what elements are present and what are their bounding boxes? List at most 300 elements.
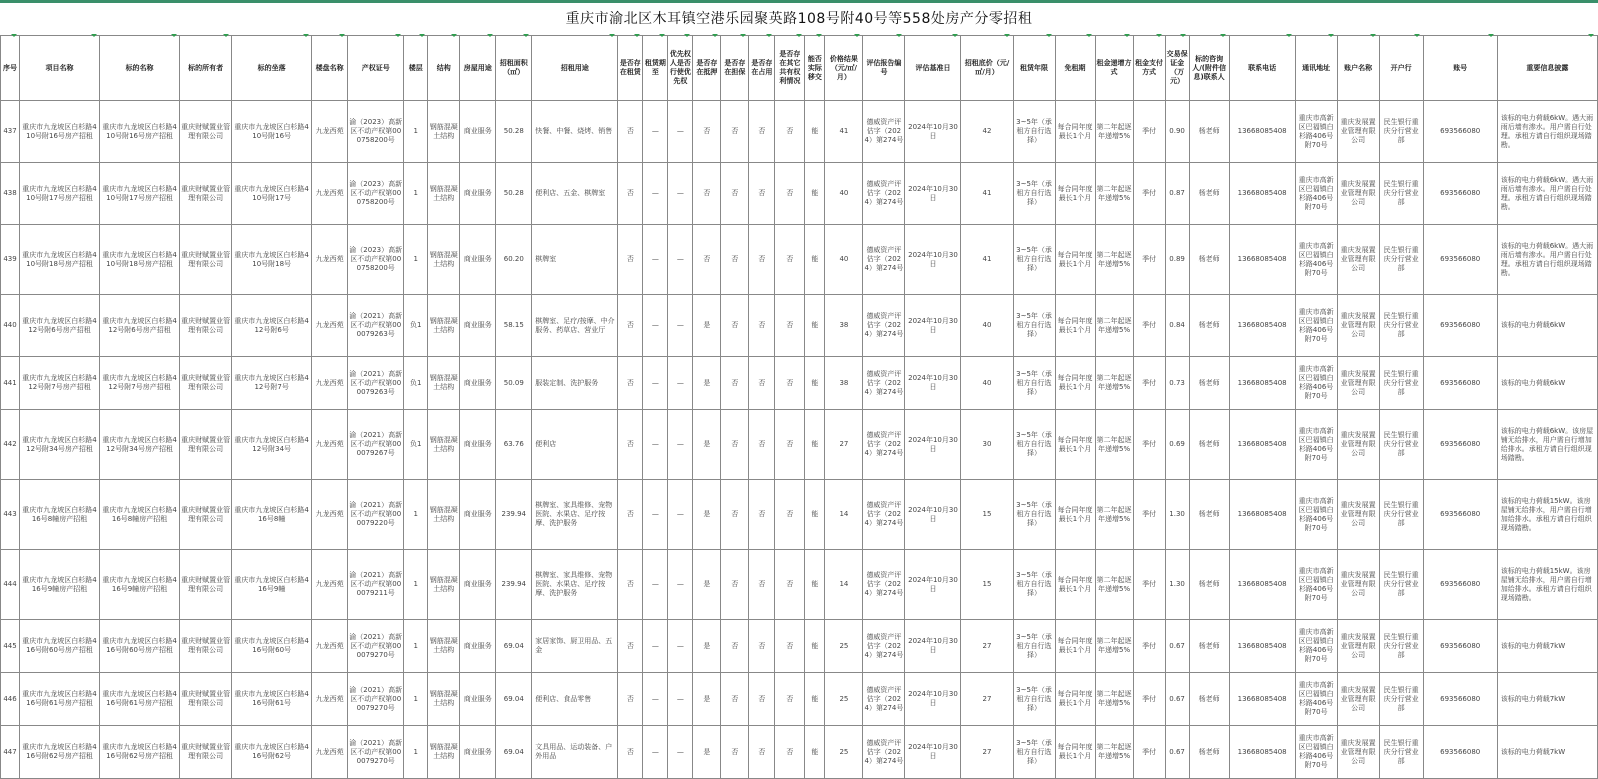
table-cell[interactable]: 重庆市九龙坡区白杉路412号附34号房产招租 xyxy=(100,410,180,480)
table-cell[interactable]: 快餐、中餐、烧烤、销售 xyxy=(532,101,618,163)
table-cell[interactable]: 38 xyxy=(825,295,863,357)
table-cell[interactable]: 否 xyxy=(775,726,805,779)
table-cell[interactable]: — xyxy=(668,163,693,225)
table-cell[interactable]: 重庆市九龙坡区白杉路416号附61号房产招租 xyxy=(100,673,180,726)
table-cell[interactable]: 季付 xyxy=(1133,225,1165,295)
table-cell[interactable]: 1.30 xyxy=(1165,480,1189,550)
table-cell[interactable]: 每合同年度最长1个月 xyxy=(1055,163,1095,225)
table-cell[interactable]: 杨老师 xyxy=(1189,550,1229,620)
table-cell[interactable]: 季付 xyxy=(1133,163,1165,225)
table-cell[interactable]: 1 xyxy=(404,101,428,163)
table-cell[interactable]: 第二年起逐年递增5% xyxy=(1095,480,1133,550)
table-cell[interactable]: 重庆市高新区巴福镇白杉路406号附70号 xyxy=(1295,225,1337,295)
table-cell[interactable]: 重庆发展置业管理有限公司 xyxy=(1337,673,1379,726)
table-cell[interactable]: 第二年起逐年递增5% xyxy=(1095,726,1133,779)
table-cell[interactable]: 50.28 xyxy=(496,163,532,225)
table-cell[interactable]: — xyxy=(643,410,668,480)
table-cell[interactable]: — xyxy=(643,357,668,410)
filter-marker-icon[interactable] xyxy=(339,34,345,37)
table-cell[interactable]: 商业服务 xyxy=(460,163,496,225)
table-cell[interactable]: 2024年10月30日 xyxy=(905,410,961,480)
table-cell[interactable]: 钢筋混凝土结构 xyxy=(428,620,460,673)
table-cell[interactable]: 3~5年（承租方自行选择） xyxy=(1013,225,1055,295)
table-cell[interactable]: 民生银行重庆分行营业部 xyxy=(1379,225,1423,295)
table-cell[interactable]: 渝（2021）高新区不动产权第000079270号 xyxy=(348,620,404,673)
table-cell[interactable]: — xyxy=(643,673,668,726)
table-cell[interactable]: 2024年10月30日 xyxy=(905,726,961,779)
table-cell[interactable]: 否 xyxy=(693,163,721,225)
table-cell[interactable]: 第二年起逐年递增5% xyxy=(1095,357,1133,410)
table-cell[interactable]: 0.87 xyxy=(1165,163,1189,225)
table-cell[interactable]: 能 xyxy=(805,726,825,779)
table-cell[interactable]: 3~5年（承租方自行选择） xyxy=(1013,550,1055,620)
table-cell[interactable]: 否 xyxy=(775,101,805,163)
table-cell[interactable]: 否 xyxy=(749,357,775,410)
table-cell[interactable]: 0.84 xyxy=(1165,295,1189,357)
table-cell[interactable]: 40 xyxy=(961,295,1013,357)
table-cell[interactable]: 否 xyxy=(721,295,749,357)
table-cell[interactable]: 九龙西苑 xyxy=(312,225,348,295)
table-cell[interactable]: 447 xyxy=(1,726,20,779)
table-cell[interactable]: 446 xyxy=(1,673,20,726)
table-cell[interactable]: — xyxy=(668,726,693,779)
table-cell[interactable]: 25 xyxy=(825,726,863,779)
table-cell[interactable]: 13668085408 xyxy=(1229,163,1295,225)
table-cell[interactable]: 否 xyxy=(775,295,805,357)
table-cell[interactable]: 九龙西苑 xyxy=(312,295,348,357)
table-cell[interactable]: 440 xyxy=(1,295,20,357)
table-cell[interactable]: 1 xyxy=(404,225,428,295)
table-cell[interactable]: 41 xyxy=(961,163,1013,225)
table-cell[interactable]: 0.69 xyxy=(1165,410,1189,480)
table-cell[interactable]: 重庆市九龙坡区白杉路412号附34号房产招租 xyxy=(20,410,100,480)
table-cell[interactable]: 重庆市九龙坡区白杉路412号附34号 xyxy=(232,410,312,480)
table-cell[interactable]: 0.67 xyxy=(1165,673,1189,726)
table-cell[interactable]: 重庆市九龙坡区白杉路410号附17号 xyxy=(232,163,312,225)
table-cell[interactable]: 3~5年（承租方自行选择） xyxy=(1013,726,1055,779)
table-cell[interactable]: 否 xyxy=(749,295,775,357)
table-cell[interactable]: 否 xyxy=(618,620,643,673)
table-cell[interactable]: 重庆市九龙坡区白杉路412号附7号 xyxy=(232,357,312,410)
table-cell[interactable]: 693566080 xyxy=(1423,673,1497,726)
table-cell[interactable]: 季付 xyxy=(1133,295,1165,357)
table-cell[interactable]: 服装定制、洗护服务 xyxy=(532,357,618,410)
table-cell[interactable]: 27 xyxy=(961,620,1013,673)
table-cell[interactable]: 重庆市九龙坡区白杉路416号附61号 xyxy=(232,673,312,726)
table-cell[interactable]: 重庆市九龙坡区白杉路410号附16号房产招租 xyxy=(20,101,100,163)
table-cell[interactable]: 杨老师 xyxy=(1189,673,1229,726)
table-cell[interactable]: 重庆市九龙坡区白杉路412号附7号房产招租 xyxy=(20,357,100,410)
table-cell[interactable]: 重庆市九龙坡区白杉路416号附61号房产招租 xyxy=(20,673,100,726)
table-cell[interactable]: 重庆财赋置业管理有限公司 xyxy=(180,357,232,410)
table-cell[interactable]: 27 xyxy=(961,673,1013,726)
table-cell[interactable]: 商业服务 xyxy=(460,726,496,779)
table-cell[interactable]: 九龙西苑 xyxy=(312,163,348,225)
table-cell[interactable]: 重庆市九龙坡区白杉路410号附18号房产招租 xyxy=(100,225,180,295)
table-cell[interactable]: — xyxy=(668,101,693,163)
table-cell[interactable]: 重庆财赋置业管理有限公司 xyxy=(180,550,232,620)
table-cell[interactable]: 重庆市九龙坡区白杉路412号附7号房产招租 xyxy=(100,357,180,410)
table-cell[interactable]: 第二年起逐年递增5% xyxy=(1095,620,1133,673)
table-cell[interactable]: 13668085408 xyxy=(1229,357,1295,410)
table-cell[interactable]: 每合同年度最长1个月 xyxy=(1055,357,1095,410)
table-cell[interactable]: 13668085408 xyxy=(1229,620,1295,673)
table-cell[interactable]: 重庆发展置业管理有限公司 xyxy=(1337,225,1379,295)
table-cell[interactable]: 重庆市九龙坡区白杉路416号附62号 xyxy=(232,726,312,779)
table-cell[interactable]: 是 xyxy=(693,295,721,357)
table-cell[interactable]: 重庆财赋置业管理有限公司 xyxy=(180,225,232,295)
table-cell[interactable]: 第二年起逐年递增5% xyxy=(1095,673,1133,726)
table-cell[interactable]: 0.67 xyxy=(1165,726,1189,779)
table-cell[interactable]: 是 xyxy=(693,550,721,620)
table-cell[interactable]: 德威资产评估字（2024）第274号 xyxy=(863,225,905,295)
table-row[interactable] xyxy=(1,101,1598,163)
table-cell[interactable]: 九龙西苑 xyxy=(312,673,348,726)
table-cell[interactable]: 杨老师 xyxy=(1189,480,1229,550)
table-cell[interactable]: 否 xyxy=(721,673,749,726)
table-cell[interactable]: 棋牌室、家具维修、宠物医院、水果店、足疗按摩、洗护服务 xyxy=(532,480,618,550)
table-cell[interactable]: 0.67 xyxy=(1165,620,1189,673)
table-cell[interactable]: 钢筋混凝土结构 xyxy=(428,163,460,225)
filter-marker-icon[interactable] xyxy=(1004,34,1010,37)
table-cell[interactable]: — xyxy=(668,295,693,357)
table-cell[interactable]: 239.94 xyxy=(496,480,532,550)
table-cell[interactable]: 否 xyxy=(721,357,749,410)
table-cell[interactable]: 444 xyxy=(1,550,20,620)
table-cell[interactable]: 德威资产评估字（2024）第274号 xyxy=(863,480,905,550)
table-cell[interactable]: — xyxy=(643,101,668,163)
table-cell[interactable]: 否 xyxy=(749,673,775,726)
table-cell[interactable]: 693566080 xyxy=(1423,726,1497,779)
table-cell[interactable]: 重庆财赋置业管理有限公司 xyxy=(180,163,232,225)
table-cell[interactable]: 1 xyxy=(404,163,428,225)
table-cell[interactable]: 50.09 xyxy=(496,357,532,410)
table-cell[interactable]: 否 xyxy=(618,410,643,480)
table-cell[interactable]: 钢筋混凝土结构 xyxy=(428,225,460,295)
table-cell[interactable]: — xyxy=(668,620,693,673)
table-cell[interactable]: 2024年10月30日 xyxy=(905,620,961,673)
table-row[interactable] xyxy=(1,225,1598,295)
table-cell[interactable]: — xyxy=(668,410,693,480)
table-cell[interactable]: 2024年10月30日 xyxy=(905,295,961,357)
filter-marker-icon[interactable] xyxy=(487,34,493,37)
table-cell[interactable]: 重庆市九龙坡区白杉路416号附62号房产招租 xyxy=(20,726,100,779)
table-cell[interactable]: 否 xyxy=(618,101,643,163)
table-cell[interactable]: 13668085408 xyxy=(1229,101,1295,163)
table-cell[interactable]: 693566080 xyxy=(1423,620,1497,673)
table-cell[interactable]: 693566080 xyxy=(1423,357,1497,410)
table-cell[interactable]: 能 xyxy=(805,101,825,163)
table-cell[interactable]: 九龙西苑 xyxy=(312,726,348,779)
table-row[interactable] xyxy=(1,480,1598,550)
table-cell[interactable]: 棋牌室 xyxy=(532,225,618,295)
table-cell[interactable]: 该标的电力荷载6kW xyxy=(1497,295,1597,357)
table-cell[interactable]: 3~5年（承租方自行选择） xyxy=(1013,101,1055,163)
table-cell[interactable]: 否 xyxy=(618,295,643,357)
table-cell[interactable]: 能 xyxy=(805,163,825,225)
table-cell[interactable]: 民生银行重庆分行营业部 xyxy=(1379,620,1423,673)
table-cell[interactable]: 重庆市高新区巴福镇白杉路406号附70号 xyxy=(1295,550,1337,620)
table-cell[interactable]: 否 xyxy=(618,480,643,550)
table-cell[interactable]: 德威资产评估字（2024）第274号 xyxy=(863,357,905,410)
table-cell[interactable]: 63.76 xyxy=(496,410,532,480)
table-cell[interactable]: 693566080 xyxy=(1423,101,1497,163)
table-cell[interactable]: 季付 xyxy=(1133,673,1165,726)
table-cell[interactable]: 每合同年度最长1个月 xyxy=(1055,225,1095,295)
table-cell[interactable]: 否 xyxy=(749,726,775,779)
table-cell[interactable]: 是 xyxy=(693,480,721,550)
table-cell[interactable]: 否 xyxy=(693,101,721,163)
table-cell[interactable]: — xyxy=(643,550,668,620)
table-cell[interactable]: 41 xyxy=(825,101,863,163)
table-cell[interactable]: 重庆市高新区巴福镇白杉路406号附70号 xyxy=(1295,726,1337,779)
table-cell[interactable]: 每合同年度最长1个月 xyxy=(1055,295,1095,357)
table-cell[interactable]: 该标的电力荷载15kW。该房屋铺无给排水，用户需自行增加给排水。承租方请自行组织现场踏勘。 xyxy=(1497,480,1597,550)
table-cell[interactable]: 文具用品、运动装备、户外用品 xyxy=(532,726,618,779)
table-cell[interactable]: 13668085408 xyxy=(1229,480,1295,550)
table-cell[interactable]: 2024年10月30日 xyxy=(905,673,961,726)
table-cell[interactable]: 该标的电力荷载15kW。该房屋铺无给排水，用户需自行增加给排水。承租方请自行组织现场踏勘。 xyxy=(1497,550,1597,620)
table-cell[interactable]: 季付 xyxy=(1133,726,1165,779)
table-cell[interactable]: 商业服务 xyxy=(460,550,496,620)
table-cell[interactable]: 季付 xyxy=(1133,410,1165,480)
table-cell[interactable]: 否 xyxy=(618,726,643,779)
table-cell[interactable]: 1 xyxy=(404,620,428,673)
table-cell[interactable]: — xyxy=(643,295,668,357)
table-cell[interactable]: 42 xyxy=(961,101,1013,163)
table-cell[interactable]: 693566080 xyxy=(1423,225,1497,295)
table-cell[interactable]: 该标的电力荷载7kW xyxy=(1497,620,1597,673)
table-cell[interactable]: 杨老师 xyxy=(1189,620,1229,673)
table-cell[interactable]: 25 xyxy=(825,673,863,726)
table-cell[interactable]: 民生银行重庆分行营业部 xyxy=(1379,357,1423,410)
table-cell[interactable]: 钢筋混凝土结构 xyxy=(428,357,460,410)
table-cell[interactable]: 否 xyxy=(775,357,805,410)
table-cell[interactable]: 437 xyxy=(1,101,20,163)
table-cell[interactable]: 季付 xyxy=(1133,620,1165,673)
table-cell[interactable]: — xyxy=(643,225,668,295)
filter-marker-icon[interactable] xyxy=(1156,34,1162,37)
table-cell[interactable]: 15 xyxy=(961,480,1013,550)
table-cell[interactable]: 13668085408 xyxy=(1229,673,1295,726)
table-cell[interactable]: 3~5年（承租方自行选择） xyxy=(1013,357,1055,410)
table-cell[interactable]: 渝（2021）高新区不动产权第000079263号 xyxy=(348,295,404,357)
table-cell[interactable]: 棋牌室、家具维修、宠物医院、水果店、足疗按摩、洗护服务 xyxy=(532,550,618,620)
table-cell[interactable]: 是 xyxy=(693,673,721,726)
table-cell[interactable]: 民生银行重庆分行营业部 xyxy=(1379,726,1423,779)
table-cell[interactable]: 德威资产评估字（2024）第274号 xyxy=(863,295,905,357)
table-cell[interactable]: 重庆发展置业管理有限公司 xyxy=(1337,295,1379,357)
table-cell[interactable]: 季付 xyxy=(1133,550,1165,620)
table-cell[interactable]: 否 xyxy=(775,410,805,480)
table-cell[interactable]: 该标的电力荷载6kW xyxy=(1497,357,1597,410)
table-cell[interactable]: 1 xyxy=(404,550,428,620)
filter-marker-icon[interactable] xyxy=(1588,34,1594,37)
table-cell[interactable]: 能 xyxy=(805,620,825,673)
table-cell[interactable]: 能 xyxy=(805,480,825,550)
table-cell[interactable]: 每合同年度最长1个月 xyxy=(1055,480,1095,550)
table-cell[interactable]: 商业服务 xyxy=(460,673,496,726)
filter-marker-icon[interactable] xyxy=(1370,34,1376,37)
table-cell[interactable]: 重庆市高新区巴福镇白杉路406号附70号 xyxy=(1295,480,1337,550)
table-cell[interactable]: 每合同年度最长1个月 xyxy=(1055,410,1095,480)
table-cell[interactable]: 否 xyxy=(721,410,749,480)
table-cell[interactable]: 442 xyxy=(1,410,20,480)
table-cell[interactable]: 69.04 xyxy=(496,726,532,779)
table-cell[interactable]: 3~5年（承租方自行选择） xyxy=(1013,673,1055,726)
table-cell[interactable]: 负1 xyxy=(404,357,428,410)
table-cell[interactable]: 每合同年度最长1个月 xyxy=(1055,550,1095,620)
table-cell[interactable]: 693566080 xyxy=(1423,163,1497,225)
table-cell[interactable]: 3~5年（承租方自行选择） xyxy=(1013,410,1055,480)
table-cell[interactable]: 否 xyxy=(721,480,749,550)
table-cell[interactable]: 否 xyxy=(749,101,775,163)
table-cell[interactable]: 重庆市九龙坡区白杉路410号附16号 xyxy=(232,101,312,163)
table-cell[interactable]: 重庆财赋置业管理有限公司 xyxy=(180,295,232,357)
table-cell[interactable]: 445 xyxy=(1,620,20,673)
table-cell[interactable]: 重庆市九龙坡区白杉路416号8幢 xyxy=(232,480,312,550)
filter-marker-icon[interactable] xyxy=(523,34,529,37)
table-cell[interactable]: 2024年10月30日 xyxy=(905,480,961,550)
table-cell[interactable]: 民生银行重庆分行营业部 xyxy=(1379,480,1423,550)
table-cell[interactable]: 负1 xyxy=(404,410,428,480)
table-cell[interactable]: 德威资产评估字（2024）第274号 xyxy=(863,673,905,726)
table-cell[interactable]: 每合同年度最长1个月 xyxy=(1055,726,1095,779)
filter-marker-icon[interactable] xyxy=(1488,34,1494,37)
table-cell[interactable]: — xyxy=(643,163,668,225)
table-cell[interactable]: 重庆财赋置业管理有限公司 xyxy=(180,620,232,673)
table-cell[interactable]: 能 xyxy=(805,673,825,726)
table-cell[interactable]: 重庆发展置业管理有限公司 xyxy=(1337,620,1379,673)
table-cell[interactable]: 重庆市九龙坡区白杉路412号附6号 xyxy=(232,295,312,357)
filter-marker-icon[interactable] xyxy=(766,34,772,37)
table-cell[interactable]: 每合同年度最长1个月 xyxy=(1055,101,1095,163)
table-cell[interactable]: 重庆市九龙坡区白杉路416号附60号房产招租 xyxy=(20,620,100,673)
table-row[interactable] xyxy=(1,357,1598,410)
table-cell[interactable]: 239.94 xyxy=(496,550,532,620)
table-cell[interactable]: 重庆市九龙坡区白杉路416号8幢房产招租 xyxy=(100,480,180,550)
table-cell[interactable]: 该标的电力荷载7kW xyxy=(1497,673,1597,726)
filter-marker-icon[interactable] xyxy=(740,34,746,37)
table-cell[interactable]: 钢筋混凝土结构 xyxy=(428,295,460,357)
table-cell[interactable]: 1 xyxy=(404,726,428,779)
table-cell[interactable]: 每合同年度最长1个月 xyxy=(1055,620,1095,673)
table-cell[interactable]: 商业服务 xyxy=(460,357,496,410)
table-cell[interactable]: 否 xyxy=(749,550,775,620)
table-cell[interactable]: 重庆发展置业管理有限公司 xyxy=(1337,101,1379,163)
table-cell[interactable]: 九龙西苑 xyxy=(312,410,348,480)
table-cell[interactable]: 否 xyxy=(749,620,775,673)
table-cell[interactable]: 渝（2021）高新区不动产权第000079263号 xyxy=(348,357,404,410)
filter-marker-icon[interactable] xyxy=(1086,34,1092,37)
table-cell[interactable]: 否 xyxy=(618,357,643,410)
table-cell[interactable]: 27 xyxy=(961,726,1013,779)
table-cell[interactable]: 1 xyxy=(404,480,428,550)
table-cell[interactable]: 否 xyxy=(749,163,775,225)
table-cell[interactable]: 重庆市九龙坡区白杉路410号附17号房产招租 xyxy=(100,163,180,225)
table-cell[interactable]: 渝（2023）高新区不动产权第000758200号 xyxy=(348,163,404,225)
table-cell[interactable]: 3~5年（承租方自行选择） xyxy=(1013,480,1055,550)
table-cell[interactable]: 38 xyxy=(825,357,863,410)
table-cell[interactable]: 50.28 xyxy=(496,101,532,163)
table-cell[interactable]: 钢筋混凝土结构 xyxy=(428,101,460,163)
table-cell[interactable]: 重庆发展置业管理有限公司 xyxy=(1337,550,1379,620)
table-row[interactable] xyxy=(1,163,1598,225)
table-cell[interactable]: 58.15 xyxy=(496,295,532,357)
table-cell[interactable]: 否 xyxy=(721,225,749,295)
table-cell[interactable]: 3~5年（承租方自行选择） xyxy=(1013,295,1055,357)
table-cell[interactable]: 2024年10月30日 xyxy=(905,550,961,620)
filter-marker-icon[interactable] xyxy=(1286,34,1292,37)
table-cell[interactable]: 季付 xyxy=(1133,357,1165,410)
table-cell[interactable]: 家居家饰、厨卫用品、五金 xyxy=(532,620,618,673)
table-cell[interactable]: 13668085408 xyxy=(1229,410,1295,480)
table-cell[interactable]: 季付 xyxy=(1133,101,1165,163)
table-cell[interactable]: 2024年10月30日 xyxy=(905,163,961,225)
table-cell[interactable]: 杨老师 xyxy=(1189,295,1229,357)
table-cell[interactable]: 重庆市九龙坡区白杉路416号9幢房产招租 xyxy=(20,550,100,620)
table-cell[interactable]: 九龙西苑 xyxy=(312,480,348,550)
table-cell[interactable]: 该标的电力荷载6kW。该房屋铺无给排水，用户需自行增加给排水。承租方请自行组织现场踏勘。 xyxy=(1497,410,1597,480)
table-cell[interactable]: 重庆市九龙坡区白杉路410号附18号房产招租 xyxy=(20,225,100,295)
table-row[interactable] xyxy=(1,550,1598,620)
table-cell[interactable]: 693566080 xyxy=(1423,480,1497,550)
table-cell[interactable]: 能 xyxy=(805,410,825,480)
table-cell[interactable]: 商业服务 xyxy=(460,480,496,550)
table-cell[interactable]: 否 xyxy=(693,225,721,295)
table-cell[interactable]: 重庆发展置业管理有限公司 xyxy=(1337,357,1379,410)
table-cell[interactable]: 14 xyxy=(825,480,863,550)
filter-marker-icon[interactable] xyxy=(1328,34,1334,37)
table-cell[interactable]: 否 xyxy=(618,225,643,295)
table-cell[interactable]: 是 xyxy=(693,357,721,410)
table-cell[interactable]: 否 xyxy=(775,163,805,225)
table-cell[interactable]: 重庆市九龙坡区白杉路412号附6号房产招租 xyxy=(20,295,100,357)
table-cell[interactable]: 重庆市高新区巴福镇白杉路406号附70号 xyxy=(1295,673,1337,726)
table-cell[interactable]: 便利店 xyxy=(532,410,618,480)
table-cell[interactable]: 40 xyxy=(961,357,1013,410)
filter-marker-icon[interactable] xyxy=(303,34,309,37)
table-cell[interactable]: 重庆市九龙坡区白杉路416号9幢房产招租 xyxy=(100,550,180,620)
table-cell[interactable]: 否 xyxy=(721,620,749,673)
table-cell[interactable]: 重庆市九龙坡区白杉路416号9幢 xyxy=(232,550,312,620)
table-cell[interactable]: 否 xyxy=(618,550,643,620)
table-cell[interactable]: 否 xyxy=(618,673,643,726)
table-cell[interactable]: 30 xyxy=(961,410,1013,480)
table-cell[interactable]: 是 xyxy=(693,726,721,779)
table-cell[interactable]: 2024年10月30日 xyxy=(905,225,961,295)
table-cell[interactable]: 第二年起逐年递增5% xyxy=(1095,410,1133,480)
table-cell[interactable]: — xyxy=(668,673,693,726)
table-cell[interactable]: 该标的电力荷载7kW xyxy=(1497,726,1597,779)
filter-marker-icon[interactable] xyxy=(1180,34,1186,37)
table-cell[interactable]: 重庆市九龙坡区白杉路416号附60号房产招租 xyxy=(100,620,180,673)
table-cell[interactable]: 便利店、食品零售 xyxy=(532,673,618,726)
table-cell[interactable]: 443 xyxy=(1,480,20,550)
table-cell[interactable]: 该标的电力荷载6kW。遇大雨雨后墙有渗水。用户需自行处理。承租方请自行组织现场踏勘。 xyxy=(1497,163,1597,225)
table-cell[interactable]: 民生银行重庆分行营业部 xyxy=(1379,550,1423,620)
table-cell[interactable]: 重庆发展置业管理有限公司 xyxy=(1337,163,1379,225)
table-cell[interactable]: 重庆财赋置业管理有限公司 xyxy=(180,726,232,779)
table-cell[interactable]: 钢筋混凝土结构 xyxy=(428,550,460,620)
table-cell[interactable]: 钢筋混凝土结构 xyxy=(428,480,460,550)
filter-marker-icon[interactable] xyxy=(1046,34,1052,37)
table-cell[interactable]: 第二年起逐年递增5% xyxy=(1095,295,1133,357)
filter-marker-icon[interactable] xyxy=(952,34,958,37)
filter-marker-icon[interactable] xyxy=(171,34,177,37)
table-cell[interactable]: 是 xyxy=(693,620,721,673)
filter-marker-icon[interactable] xyxy=(11,34,17,37)
